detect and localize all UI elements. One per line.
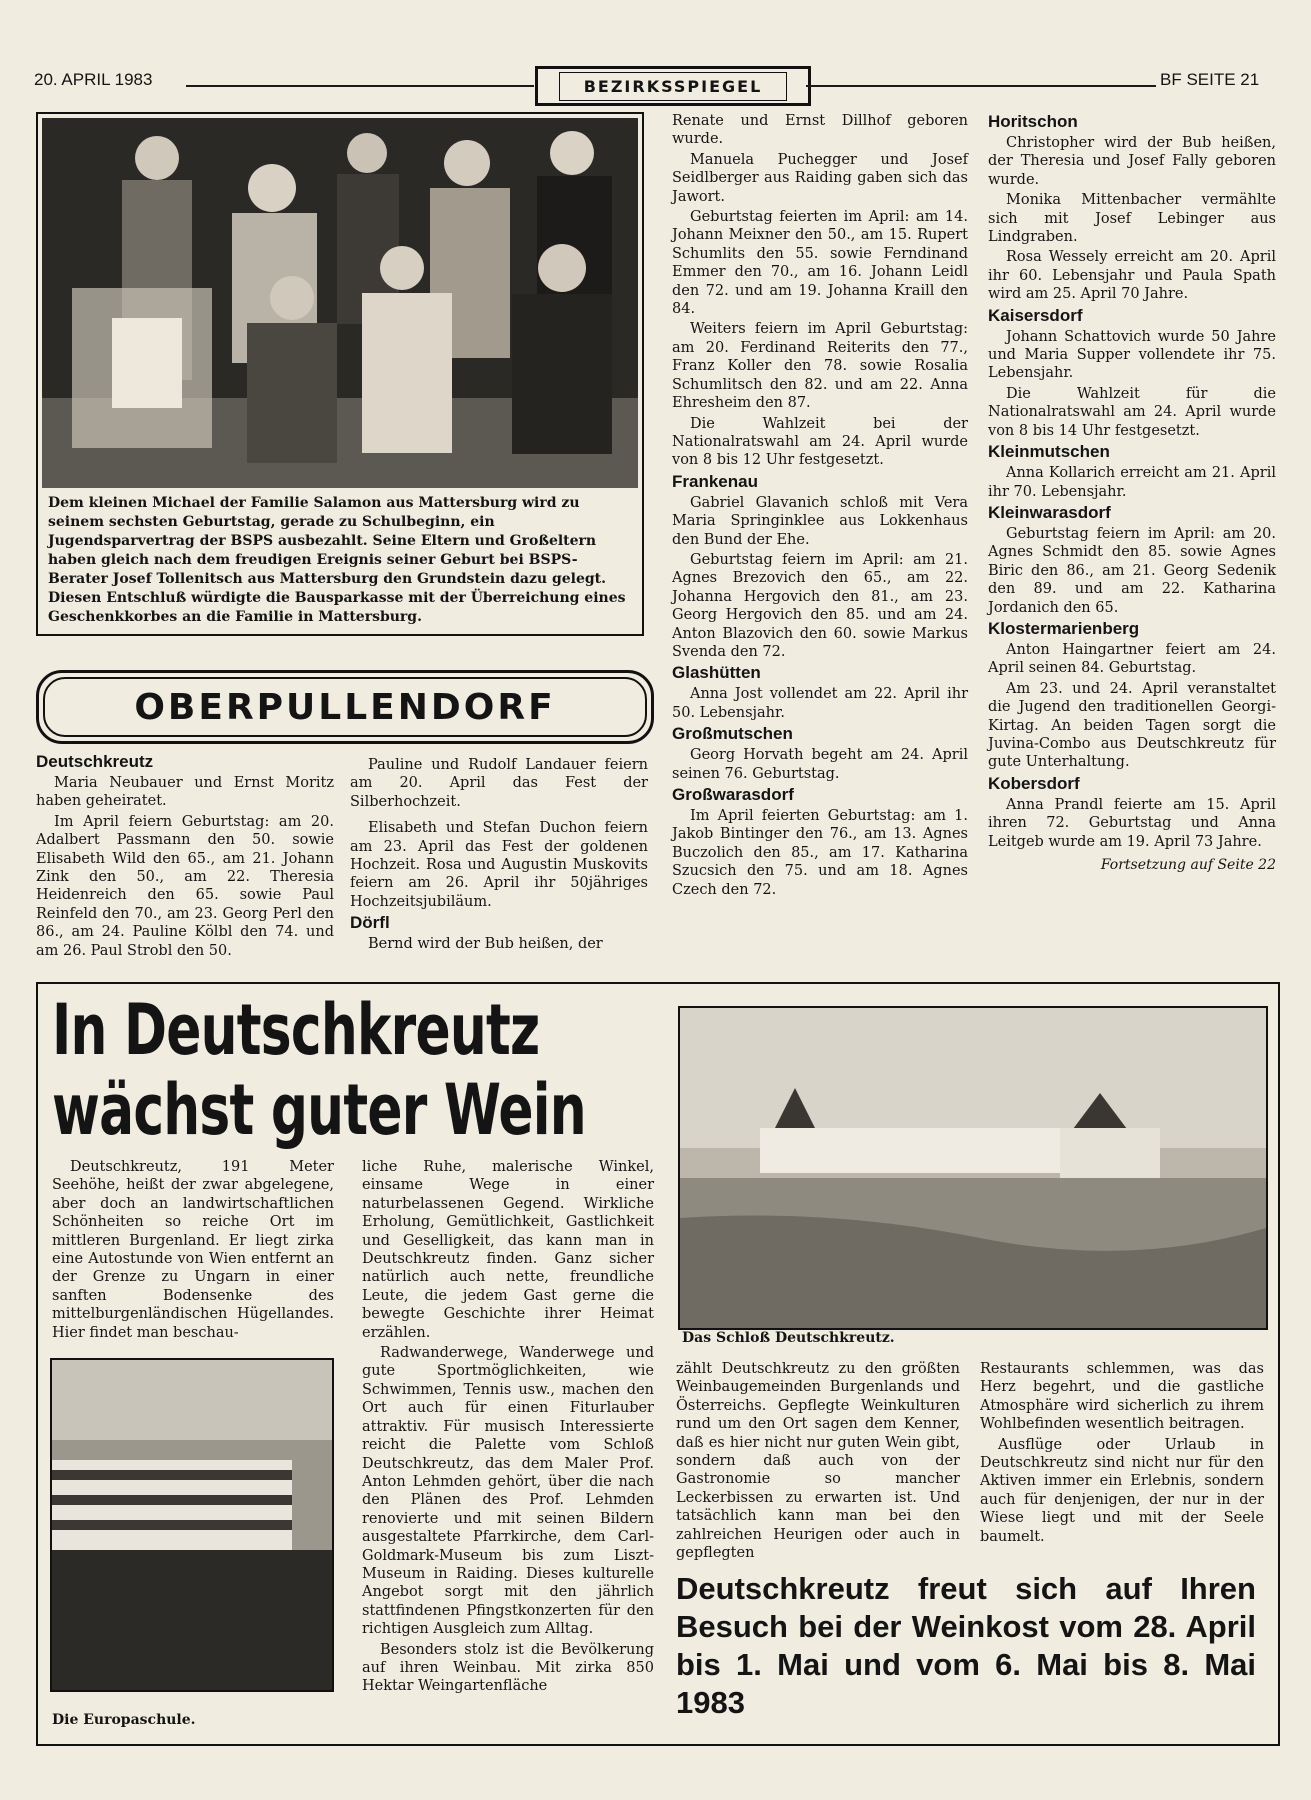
heading-doerfl: Dörfl <box>350 913 390 933</box>
text-paragraph: Die Wahlzeit für die Nationalratswahl am 24. April wurde von 8 bis 14 Uhr festgesetzt. <box>988 385 1276 439</box>
column-three <box>672 112 968 901</box>
text-paragraph: Anna Kollarich erreicht am 21. April ihr 70. Lebensjahr. <box>988 465 1276 500</box>
text-paragraph: Gabriel Glavanich schloß mit Vera Maria Springinklee aus Lokkenhaus den Bund der Ehe. <box>672 494 968 548</box>
text-paragraph: Maria Neubauer und Ernst Moritz haben geheiratet. <box>36 775 334 810</box>
text-paragraph: Weiters feiern im April Geburtstag: am 20. Ferdinand Reiterits den 77., Franz Koller den 78. sowie Rosalia Schumlitsch den 82. und am 22. Anna Ehresheim den 87. <box>672 321 968 412</box>
heading-horitschon: Horitschon <box>988 112 1078 131</box>
text-paragraph: Die Wahlzeit bei der Nationalratswahl am 24. April wurde von 8 bis 12 Uhr festgesetzt. <box>672 415 968 469</box>
family-photo-image <box>42 118 638 488</box>
text-paragraph: Im April feierten Geburtstag: am 1. Jakob Bintinger den 76., am 13. Agnes Buczolich den 85., am 17. Katharina Szucsich den 75. und am 18. Agnes Czech den 72. <box>672 808 968 898</box>
school-photo-image <box>52 1360 332 1690</box>
family-photo-frame <box>36 112 644 636</box>
heading-grossmutschen: Großmutschen <box>672 724 793 744</box>
text-paragraph: Georg Horvath begeht am 24. April seinen 76. Geburtstag. <box>672 747 968 782</box>
text-paragraph: Monika Mittenbacher vermählte sich mit Josef Lebinger aus Lindgraben. <box>988 192 1276 246</box>
region-title: OBERPULLENDORF <box>43 677 647 737</box>
text-paragraph: Anna Jost vollendet am 22. April ihr 50. Lebensjahr. <box>672 686 968 721</box>
headline-line-2: wächst guter Wein <box>52 1069 586 1151</box>
header-rule-right <box>806 85 1156 87</box>
text-paragraph: Besonders stolz ist die Bevölkerung auf ihren Weinbau. Mit zirka 850 Hektar Weingartenfläche <box>362 1641 654 1695</box>
column-four <box>988 112 1276 875</box>
text-paragraph: Geburtstag feiern im April: am 21. Agnes Brezovich den 65., am 22. Johanna Hergovich den 81., am 23. Georg Hergovich den 85. und am 24. Anton Blazovich den 60. sowie Markus Svenda den 72. <box>672 551 968 660</box>
text-paragraph: Deutschkreutz, 191 Meter Seehöhe, heißt der zwar abgelegene, aber doch an landwirtschaftlichen Schönheiten so reiche Ort im mittleren Burgenland. Er liegt zirka eine Autostunde von Wien entfernt an der Grenze zu Ungarn in einer sanften Bodensenke des mittelburgenländischen Hügellandes. Hier findet man beschau- <box>52 1159 334 1341</box>
feature-column-a <box>52 1158 334 1344</box>
feature-column-b <box>362 1158 654 1698</box>
family-photo <box>42 118 638 488</box>
castle-photo <box>678 1006 1268 1330</box>
column-left <box>36 752 334 962</box>
heading-klostermarienberg: Klostermarienberg <box>988 618 1140 638</box>
text-paragraph: Christopher wird der Bub heißen, der Theresia und Josef Fally geboren wurde. <box>988 135 1276 188</box>
text-paragraph: Ausflüge oder Urlaub in Deutschkreutz sind nicht nur für den Aktiven immer ein Erlebnis, sondern auch für denjenigen, der nur in der Wiese liegt und mit der Seele baumelt. <box>980 1436 1264 1545</box>
page-number: BF SEITE 21 <box>1160 70 1260 89</box>
text-paragraph: Johann Schattovich wurde 50 Jahre und Maria Supper vollendete ihr 75. Lebensjahr. <box>988 328 1276 382</box>
heading-kleinwarasdorf: Kleinwarasdorf <box>988 502 1111 522</box>
school-caption: Die Europaschule. <box>52 1712 196 1728</box>
text-paragraph: Bernd wird der Bub heißen, der <box>368 936 603 953</box>
weinkost-promo: Deutschkreutz freut sich auf Ihren Besuch bei der Weinkost vom 28. April bis 1. Mai und vom 6. Mai bis 8. Mai 1983 <box>676 1571 1256 1720</box>
heading-grosswarasdorf: Großwarasdorf <box>672 785 794 804</box>
column-middle <box>350 756 648 956</box>
castle-photo-image <box>680 1008 1266 1328</box>
section-title: BEZIRKSSPIEGEL <box>559 72 788 101</box>
text-paragraph: Am 23. und 24. April veranstaltet die Jugend den traditionellen Georgi-Kirtag. An beiden Tagen sorgt die Juvina-Combo aus Deutschkreutz für gute Unterhaltung. <box>988 680 1276 771</box>
section-title-box <box>535 66 811 106</box>
castle-caption: Das Schloß Deutschkreutz. <box>682 1330 895 1346</box>
text-paragraph: liche Ruhe, malerische Winkel, einsame Wege in einer naturbelassenen Gegend. Wirkliche Erholung, Gemütlichkeit, Gastlichkeit und Geselligkeit, das kann man in Deutschkreutz finden. Ganz sicher natürlich auch nette, freundliche Leute, die jedem Gast gerne die bewegte Geschichte ihrer Heimat erzählen. <box>362 1159 654 1341</box>
text-paragraph: Anton Haingartner feiert am 24. April seinen 84. Geburtstag. <box>988 641 1276 677</box>
text-paragraph: Renate und Ernst Dillhof geboren wurde. <box>672 113 968 148</box>
feature-headline <box>52 990 644 1150</box>
feature-column-d <box>980 1360 1264 1548</box>
heading-kobersdorf: Kobersdorf <box>988 773 1080 793</box>
family-photo-caption: Dem kleinen Michael der Familie Salamon aus Mattersburg wird zu seinem sechsten Geburtstag, gerade zu Schulbeginn, ein Jugendsparvertrag der BSPS ausbezahlt. Seine Eltern und Großeltern haben gleich nach dem freudigen Ereignis seiner Geburt bei BSPS-Berater Josef Tollenitsch aus Mattersburg den Grundstein dazu gelegt. Diesen Entschluß würdigte die Bausparkasse mit der Überreichung eines Geschenkkorbes an die Familie in Mattersburg. <box>48 495 626 625</box>
text-paragraph: Pauline und Rudolf Landauer feiern am 20. April das Fest der Silberhochzeit. <box>350 757 648 810</box>
header-rule-left <box>186 85 534 87</box>
heading-deutschkreutz: Deutschkreutz <box>36 752 154 771</box>
text-paragraph: Radwanderwege, Wanderwege und gute Sportmöglichkeiten, wie Schwimmen, Tennis usw., machen den Ort auch für einen Fiturlauber attraktiv. Für musisch Interessierte reicht die Palette vom Schloß Deutschkreutz, das dem Maler Prof. Anton Lehmden gehört, über die nach den Plänen des Prof. Lehmden renovierte und mit seinen Bildern ausgestaltete Pfarrkirche, dem Carl-Goldmark-Museum bis zum Liszt-Museum in Raiding. Dieses kulturelle Angebot sorgt mit den jährlich stattfindenen Pfingstkonzerten für den richtigen Ausgleich zum Alltag. <box>362 1345 654 1638</box>
text-paragraph: Im April feiern Geburtstag: am 20. Adalbert Passmann den 50. sowie Elisabeth Wild den 65., am 21. Johann Zink den 50., am 22. Theresia Heidenreich den 65. sowie Paul Reinfeld den 70., am 23. Georg Perl den 86., am 24. Pauline Kölbl den 74. und am 26. Paul Strobl den 50. <box>36 813 334 959</box>
heading-kaisersdorf: Kaisersdorf <box>988 305 1083 325</box>
heading-glashuetten: Glashütten <box>672 663 761 683</box>
continued-note: Fortsetzung auf Seite 22 <box>1100 857 1276 873</box>
text-paragraph: zählt Deutschkreutz zu den größten Weinbaugemeinden Burgenlands und Österreichs. Gepflegte Weinkulturen rund um den Ort sagen dem Kenner, daß es hier nicht nur guten Wein gibt, sondern daß auch von der Gastronomie so mancher Leckerbissen zu erwarten ist. Und tatsächlich kann man bei den zahlreichen Heurigen oder auch in gepflegten <box>676 1361 960 1562</box>
issue-date: 20. APRIL 1983 <box>34 70 153 89</box>
text-paragraph: Geburtstag feierten im April: am 14. Johann Meixner den 50., am 15. Rupert Schumlits den 55. sowie Ferndinand Emmer den 70., am 16. Johann Leidl den 72. und am 19. Johanna Kraill den 84. <box>672 209 968 318</box>
headline-line-1: In Deutschkreutz <box>52 989 540 1071</box>
text-paragraph: Rosa Wessely erreicht am 20. April ihr 60. Lebensjahr und Paula Spath wird am 25. April 70 Jahre. <box>988 249 1276 303</box>
heading-kleinmutschen: Kleinmutschen <box>988 442 1110 462</box>
feature-column-c <box>676 1360 960 1564</box>
heading-frankenau: Frankenau <box>672 471 758 491</box>
text-paragraph: Restaurants schlemmen, was das Herz begehrt, und die gastliche Atmosphäre wird sicherlich zu ihrem Wohlbefinden wesentlich beitragen. <box>980 1361 1264 1433</box>
text-paragraph: Elisabeth und Stefan Duchon feiern am 23. April das Fest der goldenen Hochzeit. Rosa und Augustin Muskovits feiern am 26. April ihr 50jähriges Hochzeitsjubiläum. <box>350 820 648 910</box>
region-banner <box>36 670 654 744</box>
text-paragraph: Anna Prandl feierte am 15. April ihren 72. Geburtstag und Anna Leitgeb wurde am 19. April 73 Jahre. <box>988 796 1276 850</box>
text-paragraph: Manuela Puchegger und Josef Seidlberger aus Raiding gaben sich das Jawort. <box>672 151 968 205</box>
school-photo <box>50 1358 334 1692</box>
text-paragraph: Geburtstag feiern im April: am 20. Agnes Schmidt den 85. sowie Agnes Biric den 86., am 21. Georg Sedenik den 89. und am 22. Katharina Jordanich den 65. <box>988 525 1276 616</box>
